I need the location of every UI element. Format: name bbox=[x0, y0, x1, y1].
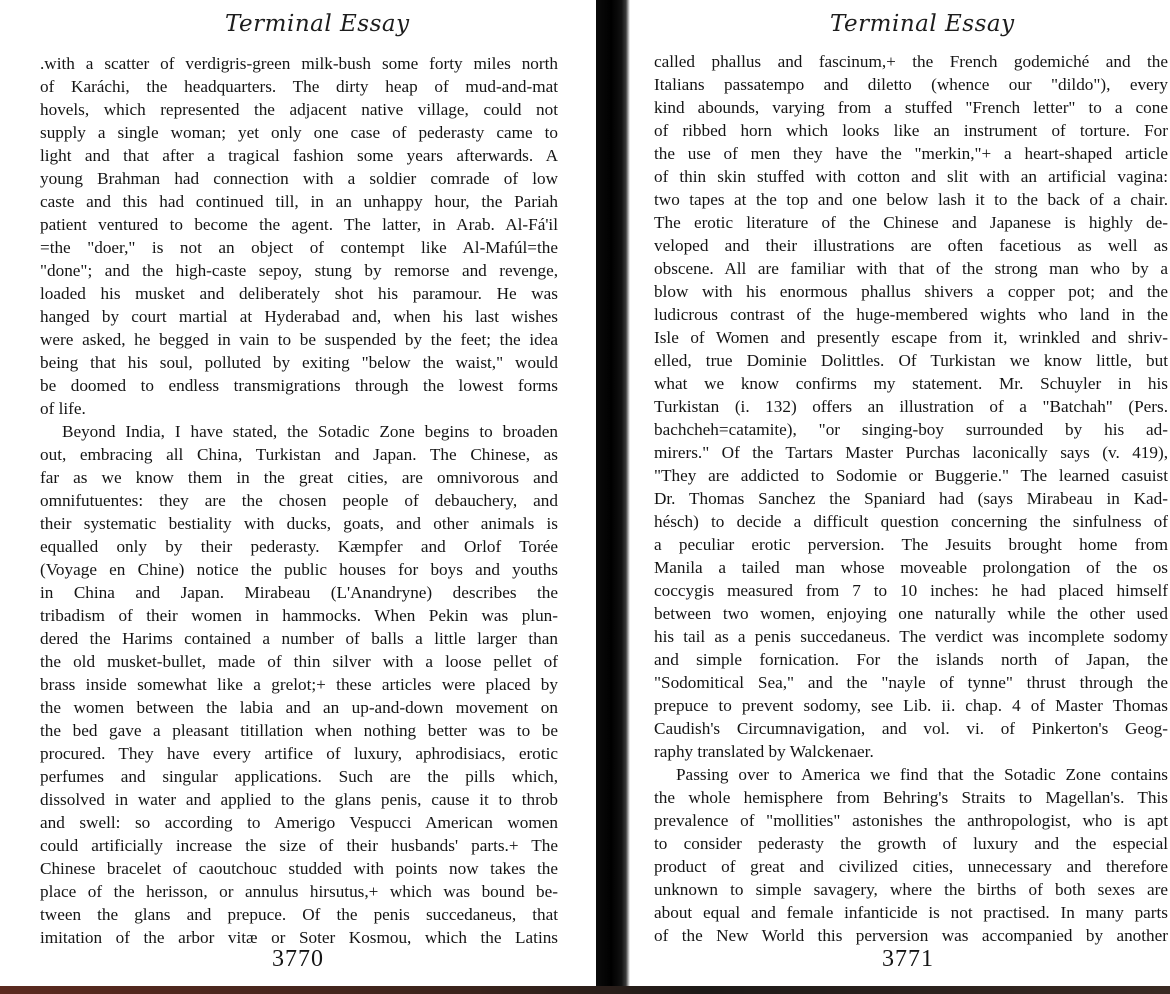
text-line: far as we know them in the great cities, are omnivorous and bbox=[40, 468, 558, 487]
text-line: blow with his enormous phallus shivers a copper pot; and the bbox=[654, 282, 1168, 301]
text-line: hanged by court martial at Hyderabad and, when his last wishes bbox=[40, 307, 558, 326]
text-line: equalled only by their pederasty. Kæmpfer and Orlof Torée bbox=[40, 537, 558, 556]
text-line: (Voyage en Chine) notice the public houses for boys and youths bbox=[40, 560, 558, 579]
text-line: kind abounds, varying from a stuffed "French letter" to a cone bbox=[654, 98, 1168, 117]
text-line: =the "doer," is not an object of contempt like Al-Mafúl=the bbox=[40, 238, 558, 257]
text-line: prepuce to prevent sodomy, see Lib. ii. chap. 4 of Master Thomas bbox=[654, 696, 1168, 715]
text-line: between two women, enjoying one naturally while the other used bbox=[654, 604, 1168, 623]
text-line: could artificially increase the size of their husbands' parts.+ The bbox=[40, 836, 558, 855]
text-line: dered the Harims contained a number of balls a little larger than bbox=[40, 629, 558, 648]
text-line: raphy translated by Walckenaer. bbox=[654, 742, 874, 761]
text-line: their systematic bestiality with ducks, goats, and other animals is bbox=[40, 514, 558, 533]
left-running-head: Terminal Essay bbox=[225, 11, 410, 37]
text-line: ludicrous contrast of the huge-membered wights who land in the bbox=[654, 305, 1168, 324]
text-line: in China and Japan. Mirabeau (L'Anandryne) describes the bbox=[40, 583, 558, 602]
text-line: Chinese bracelet of caoutchouc studded with points now takes the bbox=[40, 859, 558, 878]
text-line: about equal and female infanticide is not practised. In many parts bbox=[654, 903, 1168, 922]
text-line: imitation of the arbor vitæ or Soter Kosmou, which the Latins bbox=[40, 928, 558, 947]
right-page-number: 3771 bbox=[882, 946, 934, 972]
text-line: the whole hemisphere from Behring's Straits to Magellan's. This bbox=[654, 788, 1168, 807]
text-line: out, embracing all China, Turkistan and Japan. The Chinese, as bbox=[40, 445, 558, 464]
text-line: product of great and civilized cities, unnecessary and therefore bbox=[654, 857, 1168, 876]
text-line: what we know confirms my statement. Mr. Schuyler in his bbox=[654, 374, 1168, 393]
text-line: elled, true Dominie Dolittles. Of Turkistan we know little, but bbox=[654, 351, 1168, 370]
text-line: veloped and their illustrations are often facetious as well as bbox=[654, 236, 1168, 255]
text-line: light and that after a tragical fashion some years afterwards. A bbox=[40, 146, 558, 165]
text-line: of the New World this perversion was accompanied by another bbox=[654, 926, 1168, 945]
text-line: two tapes at the top and one below lash it to the back of a chair. bbox=[654, 190, 1168, 209]
text-line: coccygis measured from 7 to 10 inches: he had placed himself bbox=[654, 581, 1168, 600]
text-line: "Sodomitical Sea," and the "nayle of tynne" thrust through the bbox=[654, 673, 1168, 692]
text-line: .with a scatter of verdigris-green milk-bush some forty miles north bbox=[40, 54, 558, 73]
text-line: the women between the labia and an up-and-down movement on bbox=[40, 698, 558, 717]
text-line: called phallus and fascinum,+ the French godemiché and the bbox=[654, 52, 1168, 71]
text-line: The erotic literature of the Chinese and Japanese is highly de- bbox=[654, 213, 1168, 232]
text-line: the old musket-bullet, made of thin silver with a loose pellet of bbox=[40, 652, 558, 671]
table-surface-edge bbox=[0, 986, 1170, 994]
text-line: were asked, he begged in vain to be suspended by the feet; the idea bbox=[40, 330, 558, 349]
text-line: loaded his musket and deliberately shot his paramour. He was bbox=[40, 284, 558, 303]
text-line: tribadism of their women in hammocks. When Pekin was plun- bbox=[40, 606, 558, 625]
right-running-head: Terminal Essay bbox=[830, 11, 1015, 37]
right-page-body bbox=[654, 50, 1168, 947]
text-line: his tail as a penis succedaneus. The verdict was incomplete sodomy bbox=[654, 627, 1168, 646]
text-line: the bed gave a pleasant titillation when nothing better was to be bbox=[40, 721, 558, 740]
right-page bbox=[622, 0, 1170, 988]
text-line: Passing over to America we find that the Sotadic Zone contains bbox=[676, 765, 1168, 784]
text-line: being that his soul, polluted by exiting "below the waist," would bbox=[40, 353, 558, 372]
text-line: of life. bbox=[40, 399, 86, 418]
text-line: Turkistan (i. 132) offers an illustration of a "Batchah" (Pers. bbox=[654, 397, 1168, 416]
text-line: a peculiar erotic perversion. The Jesuits brought home from bbox=[654, 535, 1168, 554]
text-line: perfumes and singular applications. Such are the pills which, bbox=[40, 767, 558, 786]
text-line: to consider pederasty the growth of luxury and the especial bbox=[654, 834, 1168, 853]
text-line: Dr. Thomas Sanchez the Spaniard had (says Mirabeau in Kad- bbox=[654, 489, 1168, 508]
text-line: be doomed to endless transmigrations through the lowest forms bbox=[40, 376, 558, 395]
text-line: of thin skin stuffed with cotton and slit with an artificial vagina: bbox=[654, 167, 1168, 186]
text-line: and simple fornication. For the islands north of Japan, the bbox=[654, 650, 1168, 669]
text-line: Caudish's Circumnavigation, and vol. vi. of Pinkerton's Geog- bbox=[654, 719, 1168, 738]
text-line: brass inside somewhat like a grelot;+ these articles were placed by bbox=[40, 675, 558, 694]
book-gutter-shadow bbox=[596, 0, 630, 994]
text-line: Manila a tailed man whose moveable prolongation of the os bbox=[654, 558, 1168, 577]
left-page-body bbox=[40, 52, 558, 949]
text-line: caste and this had continued till, in an unhappy hour, the Pariah bbox=[40, 192, 558, 211]
text-line: mirers." Of the Tartars Master Purchas laconically says (v. 419), bbox=[654, 443, 1168, 462]
text-line: of Karáchi, the headquarters. The dirty heap of mud-and-mat bbox=[40, 77, 558, 96]
text-line: omnifutuentes: they are the chosen people of debauchery, and bbox=[40, 491, 558, 510]
text-line: prevalence of "mollities" astonishes the anthropologist, who is apt bbox=[654, 811, 1168, 830]
text-line: patient ventured to become the agent. The latter, in Arab. Al-Fá'il bbox=[40, 215, 558, 234]
text-line: bachcheh=catamite), "or singing-boy surrounded by his ad- bbox=[654, 420, 1168, 439]
text-line: hovels, which represented the adjacent native village, could not bbox=[40, 100, 558, 119]
text-line: Isle of Women and presently escape from it, wrinkled and shriv- bbox=[654, 328, 1168, 347]
text-line: tween the glans and prepuce. Of the penis succedaneus, that bbox=[40, 905, 558, 924]
text-line: of ribbed horn which looks like an instrument of torture. For bbox=[654, 121, 1168, 140]
text-line: hésch) to decide a difficult question concerning the sinfulness of bbox=[654, 512, 1168, 531]
text-line: place of the herisson, or annulus hirsutus,+ which was bound be- bbox=[40, 882, 558, 901]
left-page-number: 3770 bbox=[272, 946, 324, 972]
text-line: "They are addicted to Sodomie or Buggerie." The learned casuist bbox=[654, 466, 1168, 485]
text-line: procured. They have every artifice of luxury, aphrodisiacs, erotic bbox=[40, 744, 558, 763]
text-line: young Brahman had connection with a soldier comrade of low bbox=[40, 169, 558, 188]
text-line: dissolved in water and applied to the glans penis, cause it to throb bbox=[40, 790, 558, 809]
text-line: supply a single woman; yet only one case of pederasty came to bbox=[40, 123, 558, 142]
text-line: Italians passatempo and diletto (whence our "dildo"), every bbox=[654, 75, 1168, 94]
text-line: Beyond India, I have stated, the Sotadic Zone begins to broaden bbox=[62, 422, 558, 441]
text-line: "done"; and the high-caste sepoy, stung by remorse and revenge, bbox=[40, 261, 558, 280]
text-line: the use of men they have the "merkin,"+ a heart-shaped article bbox=[654, 144, 1168, 163]
text-line: and swell: so according to Amerigo Vespucci American women bbox=[40, 813, 558, 832]
text-line: unknown to simple savagery, where the births of both sexes are bbox=[654, 880, 1168, 899]
text-line: obscene. All are familiar with that of the strong man who by a bbox=[654, 259, 1168, 278]
